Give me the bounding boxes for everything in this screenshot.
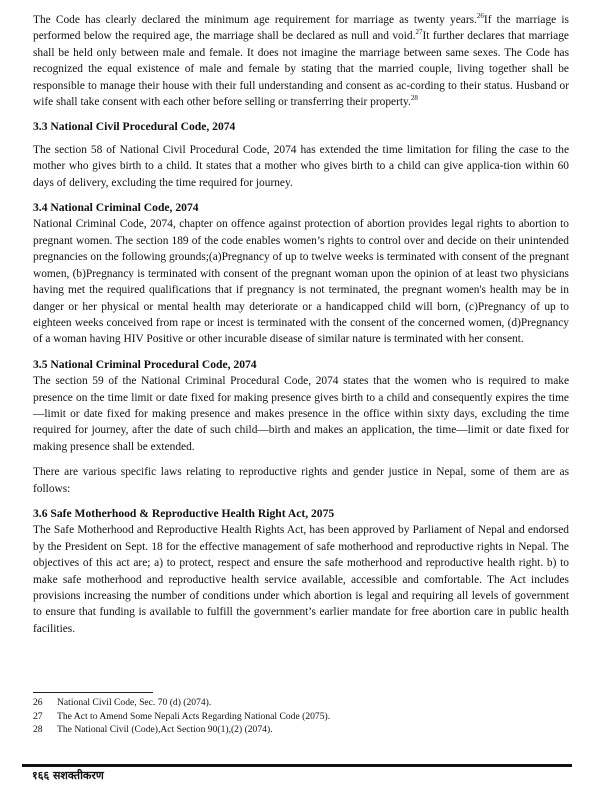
footnote-text: The National Civil (Code),Act Section 90(1),(2) (2074). [57, 724, 273, 736]
section-body-3-4: National Criminal Code, 2074, chapter on offence against protection of abortion provides legal rights to abortion to pregnant women. The section 189 of the code enables women’s rights to control over and decide on their unintended pregnancies on the following grounds;(a)Pregnancy of up to twelve weeks is terminated with consent of the pregnant women, (b)Pregnancy is terminated with consent of the pregnant woman upon the opinion of at least two physicians having met the required qualifications that if pregnancy is not terminated, the pregnant women's health may be in danger or her physical or mental health may deteriorate or a handicapped child will born, (c)Pregnancy of up to eighteen weeks conceived from rape or incest is terminated with the consent of the concerned women, (d)Pregnancy of a woman having HIV Positive or other incurable disease of similar nature is terminated with her consent. [33, 218, 569, 346]
page-footer [22, 764, 572, 784]
section-heading-3-3: 3.3 National Civil Procedural Code, 2074 [33, 120, 236, 134]
footnote-number: 28 [33, 724, 43, 736]
text-run: The Code has clearly declared the minimum age requirement for marriage as twenty years. [33, 14, 477, 26]
paragraph-marriage [33, 12, 569, 110]
footnote-26 [33, 696, 569, 710]
footnote-ref-28[interactable]: 28 [410, 94, 418, 103]
text-run: If the marriage is performed below the required age, the marriage shall be declared as null and void. [33, 14, 569, 43]
section-heading-3-4: 3.4 National Criminal Code, 2074 [33, 201, 199, 215]
footnote-ref-27[interactable]: 27 [415, 28, 423, 37]
footnote-divider [33, 692, 153, 693]
footnote-number: 27 [33, 710, 43, 722]
footer-bar [22, 764, 572, 767]
page-number-label: १६६ सशक्तीकरण [32, 769, 104, 782]
footnote-27 [33, 710, 569, 724]
section-body-3-3: The section 58 of National Civil Procedural Code, 2074 has extended the time limitation for filing the case to the mother who gives birth to a child. It states that a mother who gives birth to a child can give applica-tion within 60 days of delivery, excluding the time required for journey. [33, 143, 569, 189]
footnote-28 [33, 723, 569, 737]
footnote-number: 26 [33, 697, 43, 708]
footnotes [33, 696, 569, 737]
footnote-ref-26[interactable]: 26 [476, 12, 484, 21]
section-body-3-6: The Safe Motherhood and Reproductive Health Rights Act, has been approved by Parliament of Nepal and endorsed by the President on Sept. 18 for the effective management of safe motherhood and reproductive rights in Nepal. The objectives of this act are; a) to protect, respect and ensure the safe motherhood and reproductive health right. b) to make safe motherhood and reproductive health service available, accessible and comfortable. The Act includes provisions increasing the number of conditions under which abortion is legal and requiring all levels of government to ensure that funding is available to fulfill the government’s earlier mandate for free abortion care in public health facilities. [33, 524, 569, 635]
section-heading-3-6: 3.6 Safe Motherhood & Reproductive Health Right Act, 2075 [33, 506, 335, 520]
page-body [33, 12, 569, 637]
footnote-text: National Civil Code, Sec. 70 (d) (2074). [57, 697, 212, 708]
section-body-3-5: The section 59 of the National Criminal Procedural Code, 2074 states that the women who is required to make presence on the time limit or date fixed for making presence gives birth to a child and consequently expires the time—limit or date fixed for making presence and makes presence in the office within sixty days, excluding the time required for journey, after the date of such child—birth and makes an application, the time—limit or date fixed for making presence shall be extended. [33, 375, 569, 453]
footnote-text: The Act to Amend Some Nepali Acts Regarding National Code (2075). [57, 710, 331, 722]
paragraph-specific-laws: There are various specific laws relating to reproductive rights and gender justice in Nepal, some of them are as follows: [33, 466, 569, 495]
section-heading-3-5: 3.5 National Criminal Procedural Code, 2074 [33, 357, 257, 371]
text-run: It further declares that marriage shall be held only between male and female. It does not imagine the marriage between same sexes. The Code has recognized the equal existence of male and female by stating that the married couple, living together shall be responsible to manage their house with their full understanding and consent as ac-cording to their status. Husband or wife shall take consent with each other before selling or transferring their property. [33, 30, 569, 109]
